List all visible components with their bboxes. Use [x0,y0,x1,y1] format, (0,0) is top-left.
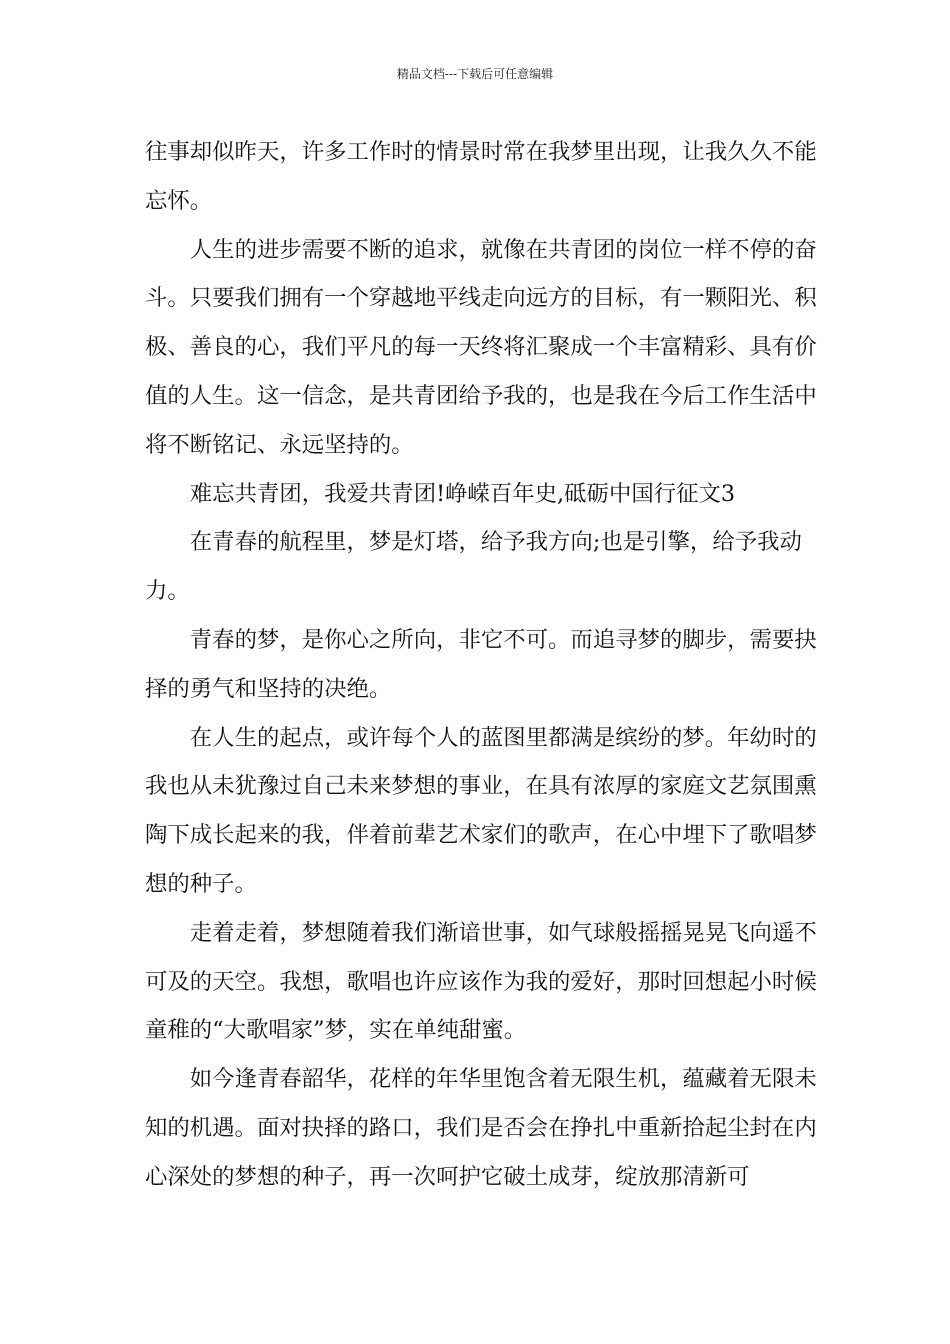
paragraph: 在人生的起点，或许每个人的蓝图里都满是缤纷的梦。年幼时的我也从未犹豫过自己未来梦想的事业，在具有浓厚的家庭文艺氛围熏陶下成长起来的我，伴着前辈艺术家们的歌声，在心中埋下了歌唱梦想的种子。 [145,724,817,897]
paragraph: 往事却似昨天，许多工作时的情景时常在我梦里出现，让我久久不能忘怀。 [145,139,817,214]
section-title: 难忘共青团，我爱共青团!峥嵘百年史,砥砺中国行征文3 [189,480,736,507]
paragraph: 如今逢青春韶华，花样的年华里饱含着无限生机，蕴藏着无限未知的机遇。面对抉择的路口，我们是否会在挣扎中重新拾起尘封在内心深处的梦想的种子，再一次呵护它破土成芽，绽放那清新可 [145,1066,817,1190]
paragraph: 在青春的航程里，梦是灯塔，给予我方向;也是引擎，给予我动力。 [145,529,802,605]
document-body [145,128,817,1202]
page-header: 精品文档---下载后可任意编辑 [396,67,554,81]
paragraph: 走着走着，梦想随着我们渐谙世事，如气球般摇摇晃晃飞向遥不可及的天空。我想，歌唱也许应该作为我的爱好，那时回想起小时候童稚的“大歌唱家”梦，实在单纯甜蜜。 [145,919,817,1044]
paragraph: 青春的梦，是你心之所向，非它不可。而追寻梦的脚步，需要抉择的勇气和坚持的决绝。 [145,626,817,702]
paragraph: 人生的进步需要不断的追求，就像在共青团的岗位一样不停的奋斗。只要我们拥有一个穿越地平线走向远方的目标，有一颗阳光、积极、善良的心，我们平凡的每一天终将汇聚成一个丰富精彩、具有价值的人生。这一信念，是共青团给予我的，也是我在今后工作生活中将不断铭记、永远坚持的。 [145,236,817,458]
